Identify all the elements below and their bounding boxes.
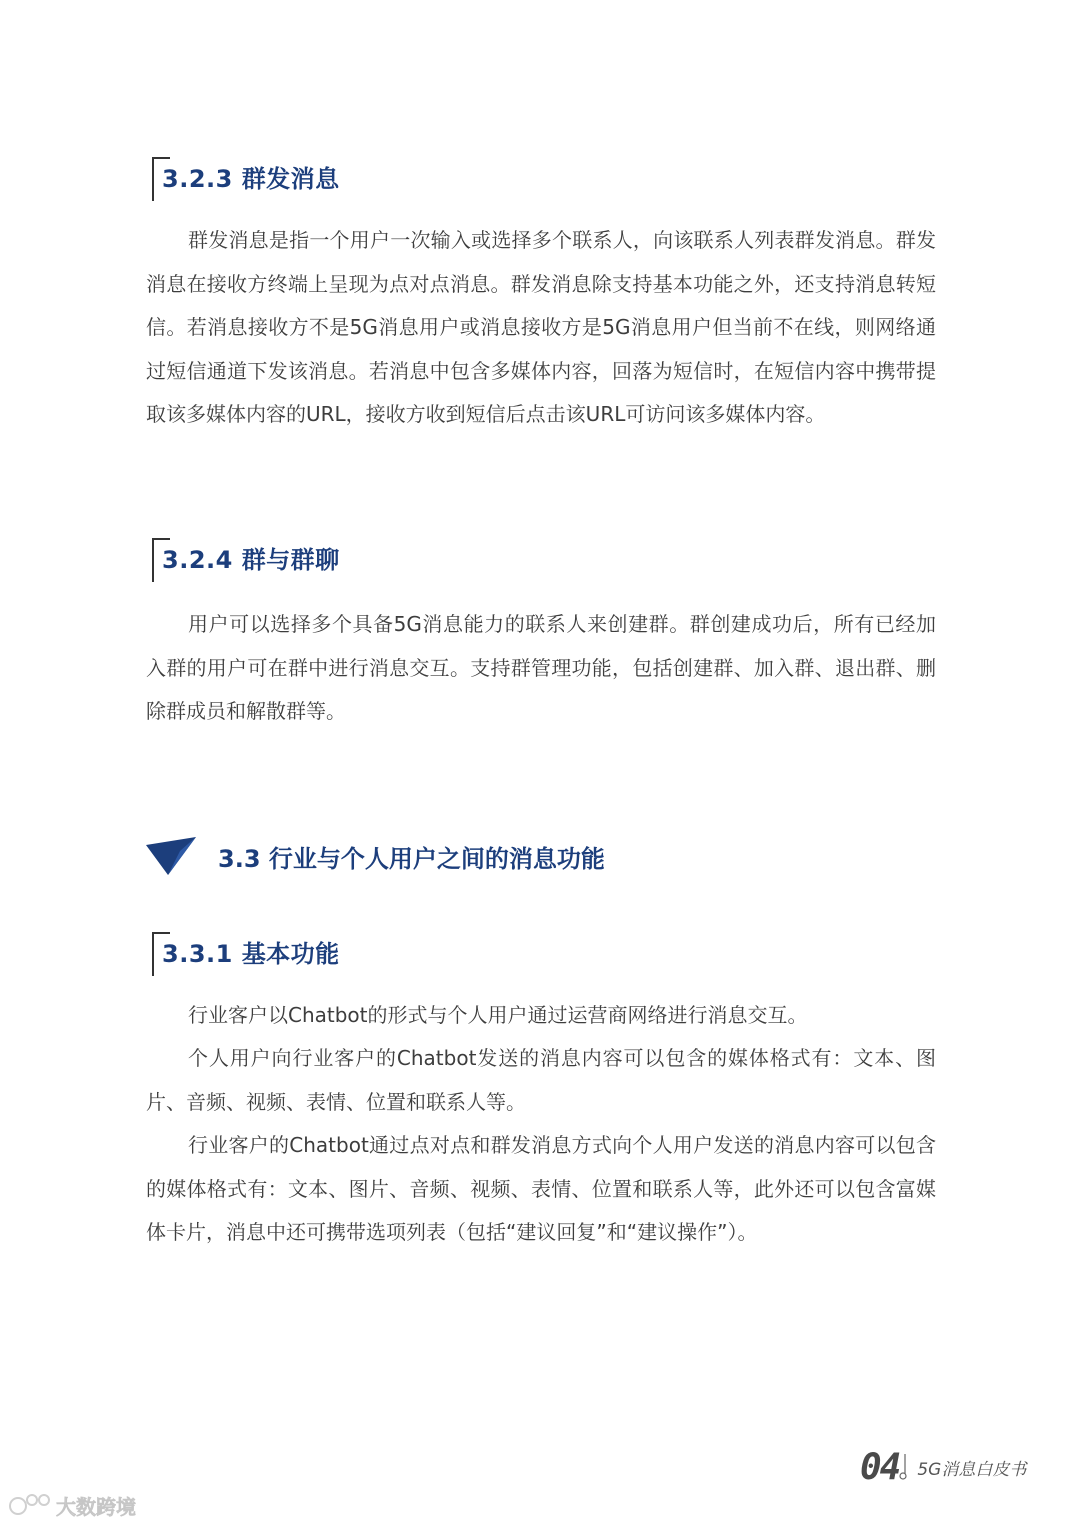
heading-text: 3.3 行业与个人用户之间的消息功能 — [218, 844, 605, 873]
paragraph-chatbot-intro: 行业客户以Chatbot的形式与个人用户通过运营商网络进行消息交互。 — [188, 1003, 808, 1027]
paragraph-group-chat: 用户可以选择多个具备5G消息能力的联系人来创建群。群创建成功后，所有已经加入群的用户可在群中进行消息交互。支持群管理功能，包括创建群、加入群、退出群、删除群成员和解散群等。 — [146, 612, 936, 724]
heading-bracket-icon — [152, 538, 170, 576]
watermark-text: 大数跨境 — [56, 1494, 136, 1519]
page-footer — [860, 1442, 1026, 1492]
paragraph-group-message: 群发消息是指一个用户一次输入或选择多个联系人，向该联系人列表群发消息。群发消息在接收方终端上呈现为点对点消息。群发消息除支持基本功能之外，还支持消息转短信。若消息接收方不是5G消息用户或消息接收方是5G消息用户但当前不在线，则网络通过短信通道下发该消息。若消息中包含多媒体内容，回落为短信时，在短信内容中携带提取该多媒体内容的URL，接收方收到短信后点击该URL可访问该多媒体内容。 — [146, 228, 936, 427]
heading-text: 3.2.3 群发消息 — [162, 164, 340, 193]
heading-3-3-1 — [152, 932, 340, 970]
heading-3-2-3 — [152, 157, 340, 195]
paragraph-chatbot-to-user: 行业客户的Chatbot通过点对点和群发消息方式向个人用户发送的消息内容可以包含的媒体格式有：文本、图片、音频、视频、表情、位置和联系人等，此外还可以包含富媒体卡片，消息中还可携带选项列表（包括“建议回复”和“建议操作”）。 — [146, 1133, 936, 1245]
heading-bracket-icon — [152, 932, 170, 970]
heading-text: 3.3.1 基本功能 — [162, 939, 340, 968]
heading-text: 3.2.4 群与群聊 — [162, 545, 340, 574]
music-note-icon — [899, 1452, 911, 1482]
triangle-icon — [146, 837, 196, 875]
page-number: 04 — [860, 1446, 900, 1488]
heading-bracket-icon — [152, 157, 170, 195]
watermark — [8, 1490, 136, 1520]
heading-3-2-4 — [152, 538, 340, 576]
watermark-logo-icon — [8, 1492, 52, 1518]
book-title: 5G消息白皮书 — [917, 1459, 1027, 1480]
paragraph-user-to-chatbot: 个人用户向行业客户的Chatbot发送的消息内容可以包含的媒体格式有：文本、图片、音频、视频、表情、位置和联系人等。 — [146, 1046, 936, 1114]
heading-3-3 — [146, 836, 605, 876]
